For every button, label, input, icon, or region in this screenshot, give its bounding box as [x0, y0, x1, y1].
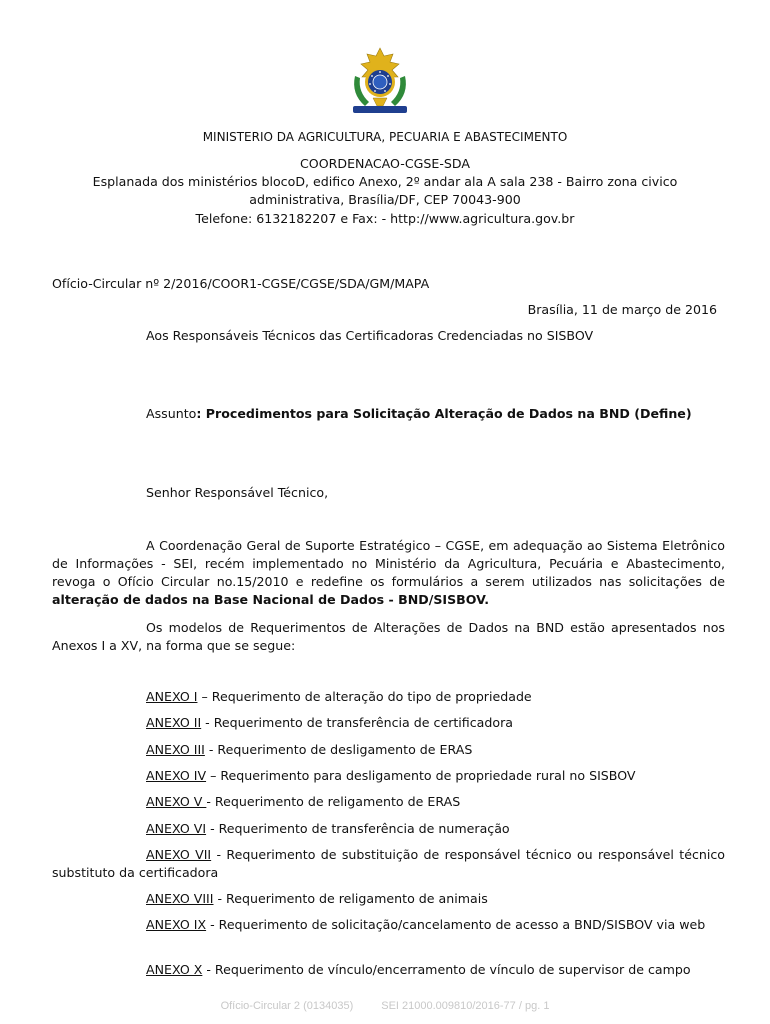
- annex-item: [52, 688, 725, 706]
- annex-link[interactable]: ANEXO II: [146, 715, 202, 730]
- paragraph-1: [52, 537, 725, 609]
- paragraph-1-text: A Coordenação Geral de Suporte Estratégico – CGSE, em adequação ao Sistema Eletrônico de Informações - SEI, recém implementado no Ministério da Agricultura, Pecuária e Abastecimento, revoga o Ofício Circular no.15/2010 e redefine os formulários a serem utilizados nas solicitações de: [52, 538, 725, 589]
- paragraph-1-bold: alteração de dados na Base Nacional de Dados - BND/SISBOV.: [52, 592, 490, 607]
- annex-description: - Requerimento de solicitação/cancelamento de acesso a BND/SISBOV via web: [206, 917, 706, 932]
- greeting: Senhor Responsável Técnico,: [146, 485, 329, 500]
- annex-item: [52, 961, 725, 979]
- annex-item: [52, 846, 725, 882]
- annex-item: [52, 916, 725, 934]
- address: [40, 173, 730, 209]
- annex-description: - Requerimento de vínculo/encerramento de vínculo de supervisor de campo: [202, 962, 691, 977]
- footer-doc-id: Ofício-Circular 2 (0134035): [220, 1000, 354, 1012]
- annex-link[interactable]: ANEXO VIII: [146, 891, 214, 906]
- letter-number: Ofício-Circular nº 2/2016/COOR1-CGSE/CGSE/SDA/GM/MAPA: [52, 276, 430, 291]
- annex-link[interactable]: ANEXO X: [146, 962, 203, 977]
- annex-link[interactable]: ANEXO III: [146, 742, 205, 757]
- subject-text: : Procedimentos para Solicitação Alteração de Dados na BND (Define): [196, 406, 692, 421]
- letter-date: Brasília, 11 de março de 2016: [527, 302, 717, 317]
- annex-link[interactable]: ANEXO V: [146, 794, 207, 809]
- subject-label: Assunto: [146, 406, 197, 421]
- annex-description: - Requerimento de substituição de responsável técnico ou responsável técnico substituto da certificadora: [52, 847, 725, 880]
- annex-description: - Requerimento de religamento de ERAS: [206, 794, 461, 809]
- annex-link[interactable]: ANEXO IV: [146, 768, 207, 783]
- coordination-name: COORDENACAO-CGSE-SDA: [300, 156, 470, 171]
- paragraph-2: [52, 619, 725, 655]
- annex-link[interactable]: ANEXO VI: [146, 821, 207, 836]
- subject-line: [146, 406, 692, 421]
- annex-item: [52, 767, 725, 785]
- annex-link[interactable]: ANEXO VII: [146, 847, 212, 862]
- annex-item: [52, 890, 725, 908]
- phone-line: Telefone: 6132182207 e Fax: - http://www.agricultura.gov.br: [195, 211, 575, 226]
- annex-description: - Requerimento de religamento de animais: [213, 891, 488, 906]
- recipients: Aos Responsáveis Técnicos das Certificadoras Credenciadas no SISBOV: [146, 328, 594, 343]
- coat-of-arms-icon: [343, 46, 417, 118]
- annex-link[interactable]: ANEXO I: [146, 689, 198, 704]
- annex-item: [52, 741, 725, 759]
- footer-sei-number: SEI 21000.009810/2016-77 / pg. 1: [381, 1000, 550, 1012]
- ministry-name: MINISTERIO DA AGRICULTURA, PECUARIA E ABASTECIMENTO: [202, 130, 568, 144]
- annex-description: – Requerimento de alteração do tipo de propriedade: [197, 689, 532, 704]
- paragraph-2-text: Os modelos de Requerimentos de Alterações de Dados na BND estão apresentados nos Anexos I a XV, na forma que se segue:: [52, 620, 725, 653]
- annex-description: - Requerimento de transferência de certificadora: [201, 715, 513, 730]
- address-line-2: administrativa, Brasília/DF, CEP 70043-900: [249, 192, 521, 207]
- annex-description: – Requerimento para desligamento de propriedade rural no SISBOV: [206, 768, 636, 783]
- annex-link[interactable]: ANEXO IX: [146, 917, 207, 932]
- address-line-1: Esplanada dos ministérios blocoD, edifico Anexo, 2º andar ala A sala 238 - Bairro zona civico: [92, 174, 678, 189]
- annex-item: [52, 793, 725, 811]
- annex-description: - Requerimento de desligamento de ERAS: [204, 742, 473, 757]
- page-footer: [0, 1000, 770, 1012]
- annex-item: [52, 820, 725, 838]
- annex-item: [52, 714, 725, 732]
- annex-description: - Requerimento de transferência de numeração: [206, 821, 510, 836]
